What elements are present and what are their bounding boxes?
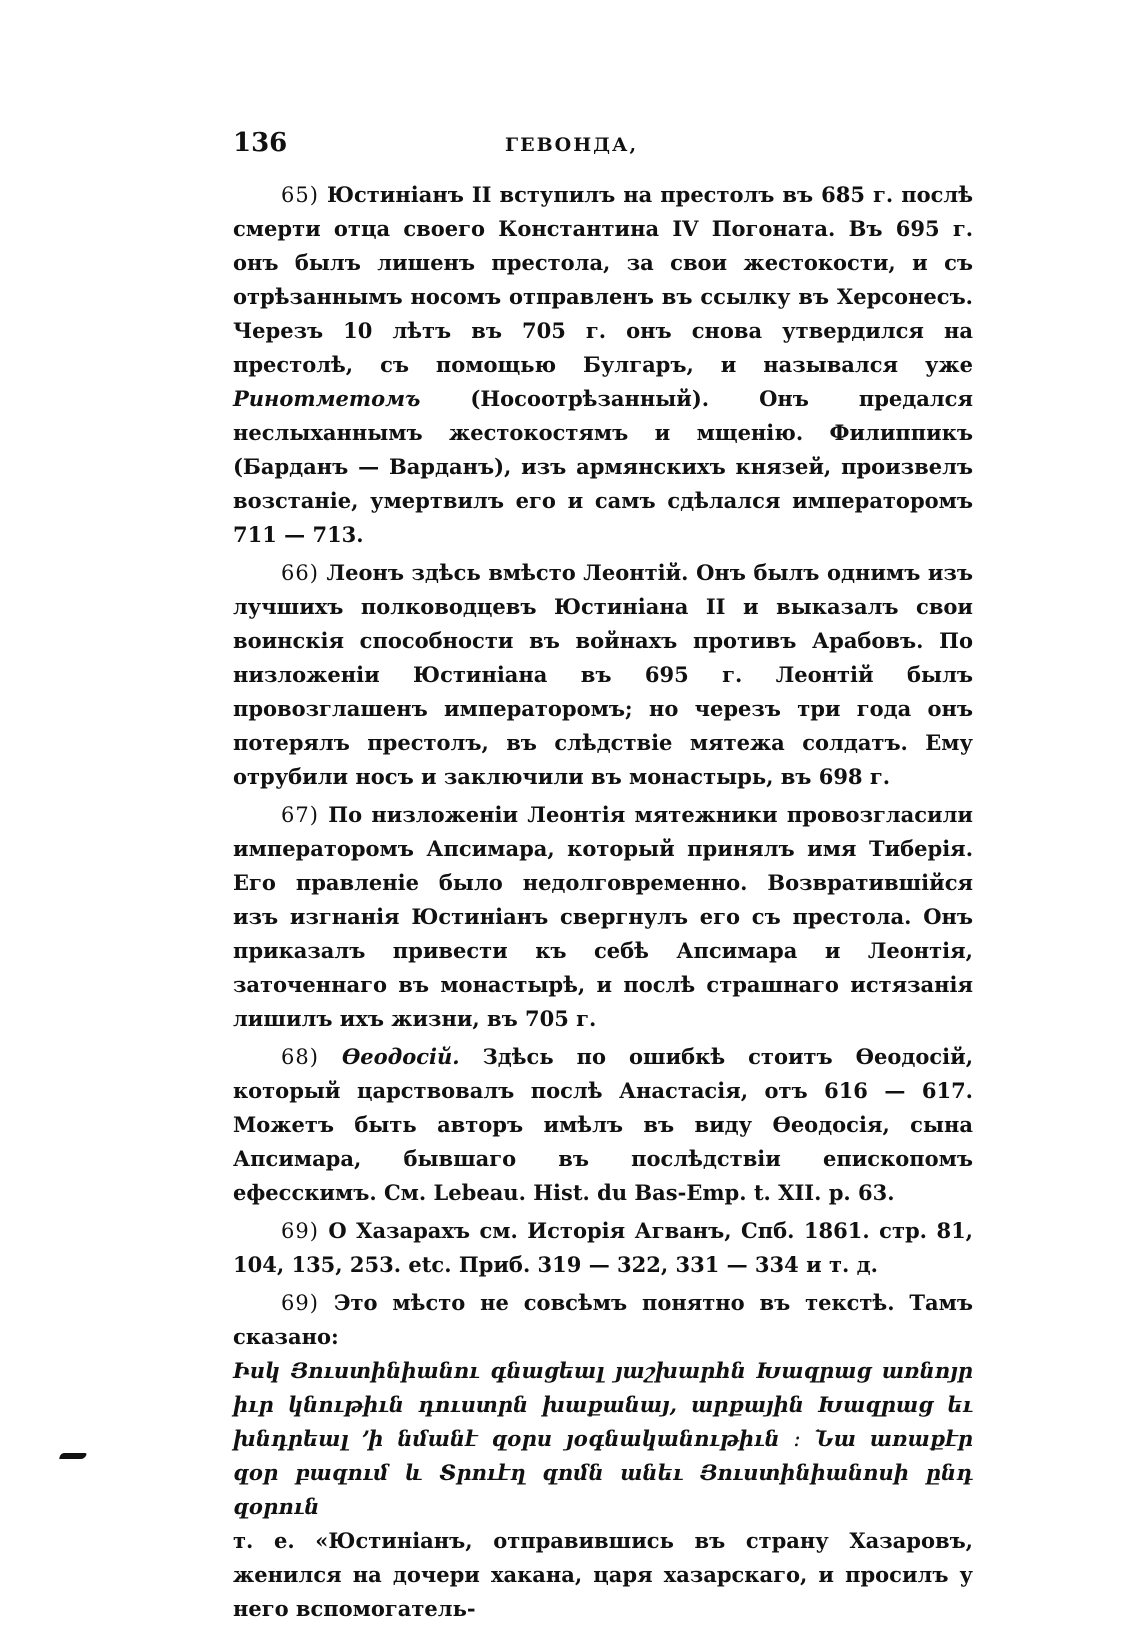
note-number: 65) bbox=[281, 183, 319, 207]
note-text: Это мѣсто не совсѣмъ понятно въ текстѣ. Тамъ сказано: bbox=[233, 1290, 973, 1349]
note-text bbox=[319, 1044, 342, 1069]
note-69-text bbox=[233, 1286, 973, 1354]
page-header bbox=[233, 128, 973, 164]
note-text: Здѣсь по ошибкѣ стоитъ Өеодосій, который царствовалъ послѣ Анастасія, отъ 616 — 617. Можетъ быть авторъ имѣлъ въ виду Өеодосія, сына Апсимара, бывшаго въ послѣдствіи епископомъ ефесскимъ. См. Lebeau. Hist. du Bas-Emp. t. XII. p. 63. bbox=[233, 1044, 973, 1205]
note-text: (Носоотрѣзанный). Онъ предался неслыханнымъ жестокостямъ и мщенію. Филиппикъ (Барданъ — Варданъ), изъ армянскихъ князей, произвелъ возстаніе, умертвилъ его и самъ сдѣлался императоромъ 711 — 713. bbox=[233, 386, 973, 547]
note-67 bbox=[233, 798, 973, 1036]
note-69-khazars bbox=[233, 1214, 973, 1282]
note-68 bbox=[233, 1040, 973, 1210]
note-number: 66) bbox=[281, 561, 319, 585]
note-text: Юстиніанъ II вступилъ на престолъ въ 685 г. послѣ смерти отца своего Константина IV Погоната. Въ 695 г. онъ былъ лишенъ престола, за свои жестокости, и съ отрѣзаннымъ носомъ отправленъ въ ссылку въ Херсонесъ. Черезъ 10 лѣтъ въ 705 г. онъ снова утвердился на престолѣ, съ помощью Булгаръ, и назывался уже bbox=[233, 182, 973, 377]
book-page bbox=[233, 128, 973, 1626]
note-text: По низложеніи Леонтія мятежники провозгласили императоромъ Апсимара, который принялъ имя Тиберія. Его правленіе было недолговременно. Возвратившійся изъ изгнанія Юстиніанъ свергнулъ его съ престола. Онъ приказалъ привести къ себѣ Апсимара и Леонтія, заточеннаго въ монастырѣ, и послѣ страшнаго истязанія лишилъ ихъ жизни, въ 705 г. bbox=[233, 802, 973, 1031]
armenian-quote: Իսկ Յուստինիանու գնացեալ յաշխարհն Խազրաց առնոյր իւր կնութիւն դուստրն խաքանայ, արքային Խազրաց եւ խնդրեալ ՚ի նմանէ զօրս յօգնականութիւն ։ Նա առաքէր զօր բազում և Տրուէղ զոմն անեւ Յուստինիանոսի ընդ զօրուն bbox=[233, 1358, 973, 1519]
note-number: 67) bbox=[281, 803, 319, 827]
page-number: 136 bbox=[233, 128, 288, 158]
note-number: 69) bbox=[281, 1291, 319, 1315]
running-title: ГЕВОНДА, bbox=[505, 134, 639, 156]
note-text: О Хазарахъ см. Исторія Агванъ, Спб. 1861. стр. 81, 104, 135, 253. etc. Приб. 319 — 322, 331 — 334 и т. д. bbox=[233, 1218, 973, 1277]
note-italic-term: Өеодосій. bbox=[341, 1044, 460, 1069]
note-66 bbox=[233, 556, 973, 794]
note-text: Леонъ здѣсь вмѣсто Леонтій. Онъ былъ однимъ изъ лучшихъ полководцевъ Юстиніана II и выказалъ свои воинскія способности въ войнахъ противъ Арабовъ. По низложеніи Юстиніана въ 695 г. Леонтій былъ провозглашенъ императоромъ; но черезъ три года онъ потерялъ престолъ, въ слѣдствіе мятежа солдатъ. Ему отрубили носъ и заключили въ монастырь, въ 698 г. bbox=[233, 560, 973, 789]
translation-text: т. е. «Юстиніанъ, отправившись въ страну Хазаровъ, женился на дочери хакана, царя хазарскаго, и просилъ у него вспомогатель- bbox=[233, 1528, 973, 1621]
note-italic-term: Ринотметомъ bbox=[233, 386, 421, 411]
note-65 bbox=[233, 178, 973, 552]
note-number: 69) bbox=[281, 1219, 319, 1243]
ink-smudge bbox=[59, 1453, 87, 1459]
note-number: 68) bbox=[281, 1045, 319, 1069]
